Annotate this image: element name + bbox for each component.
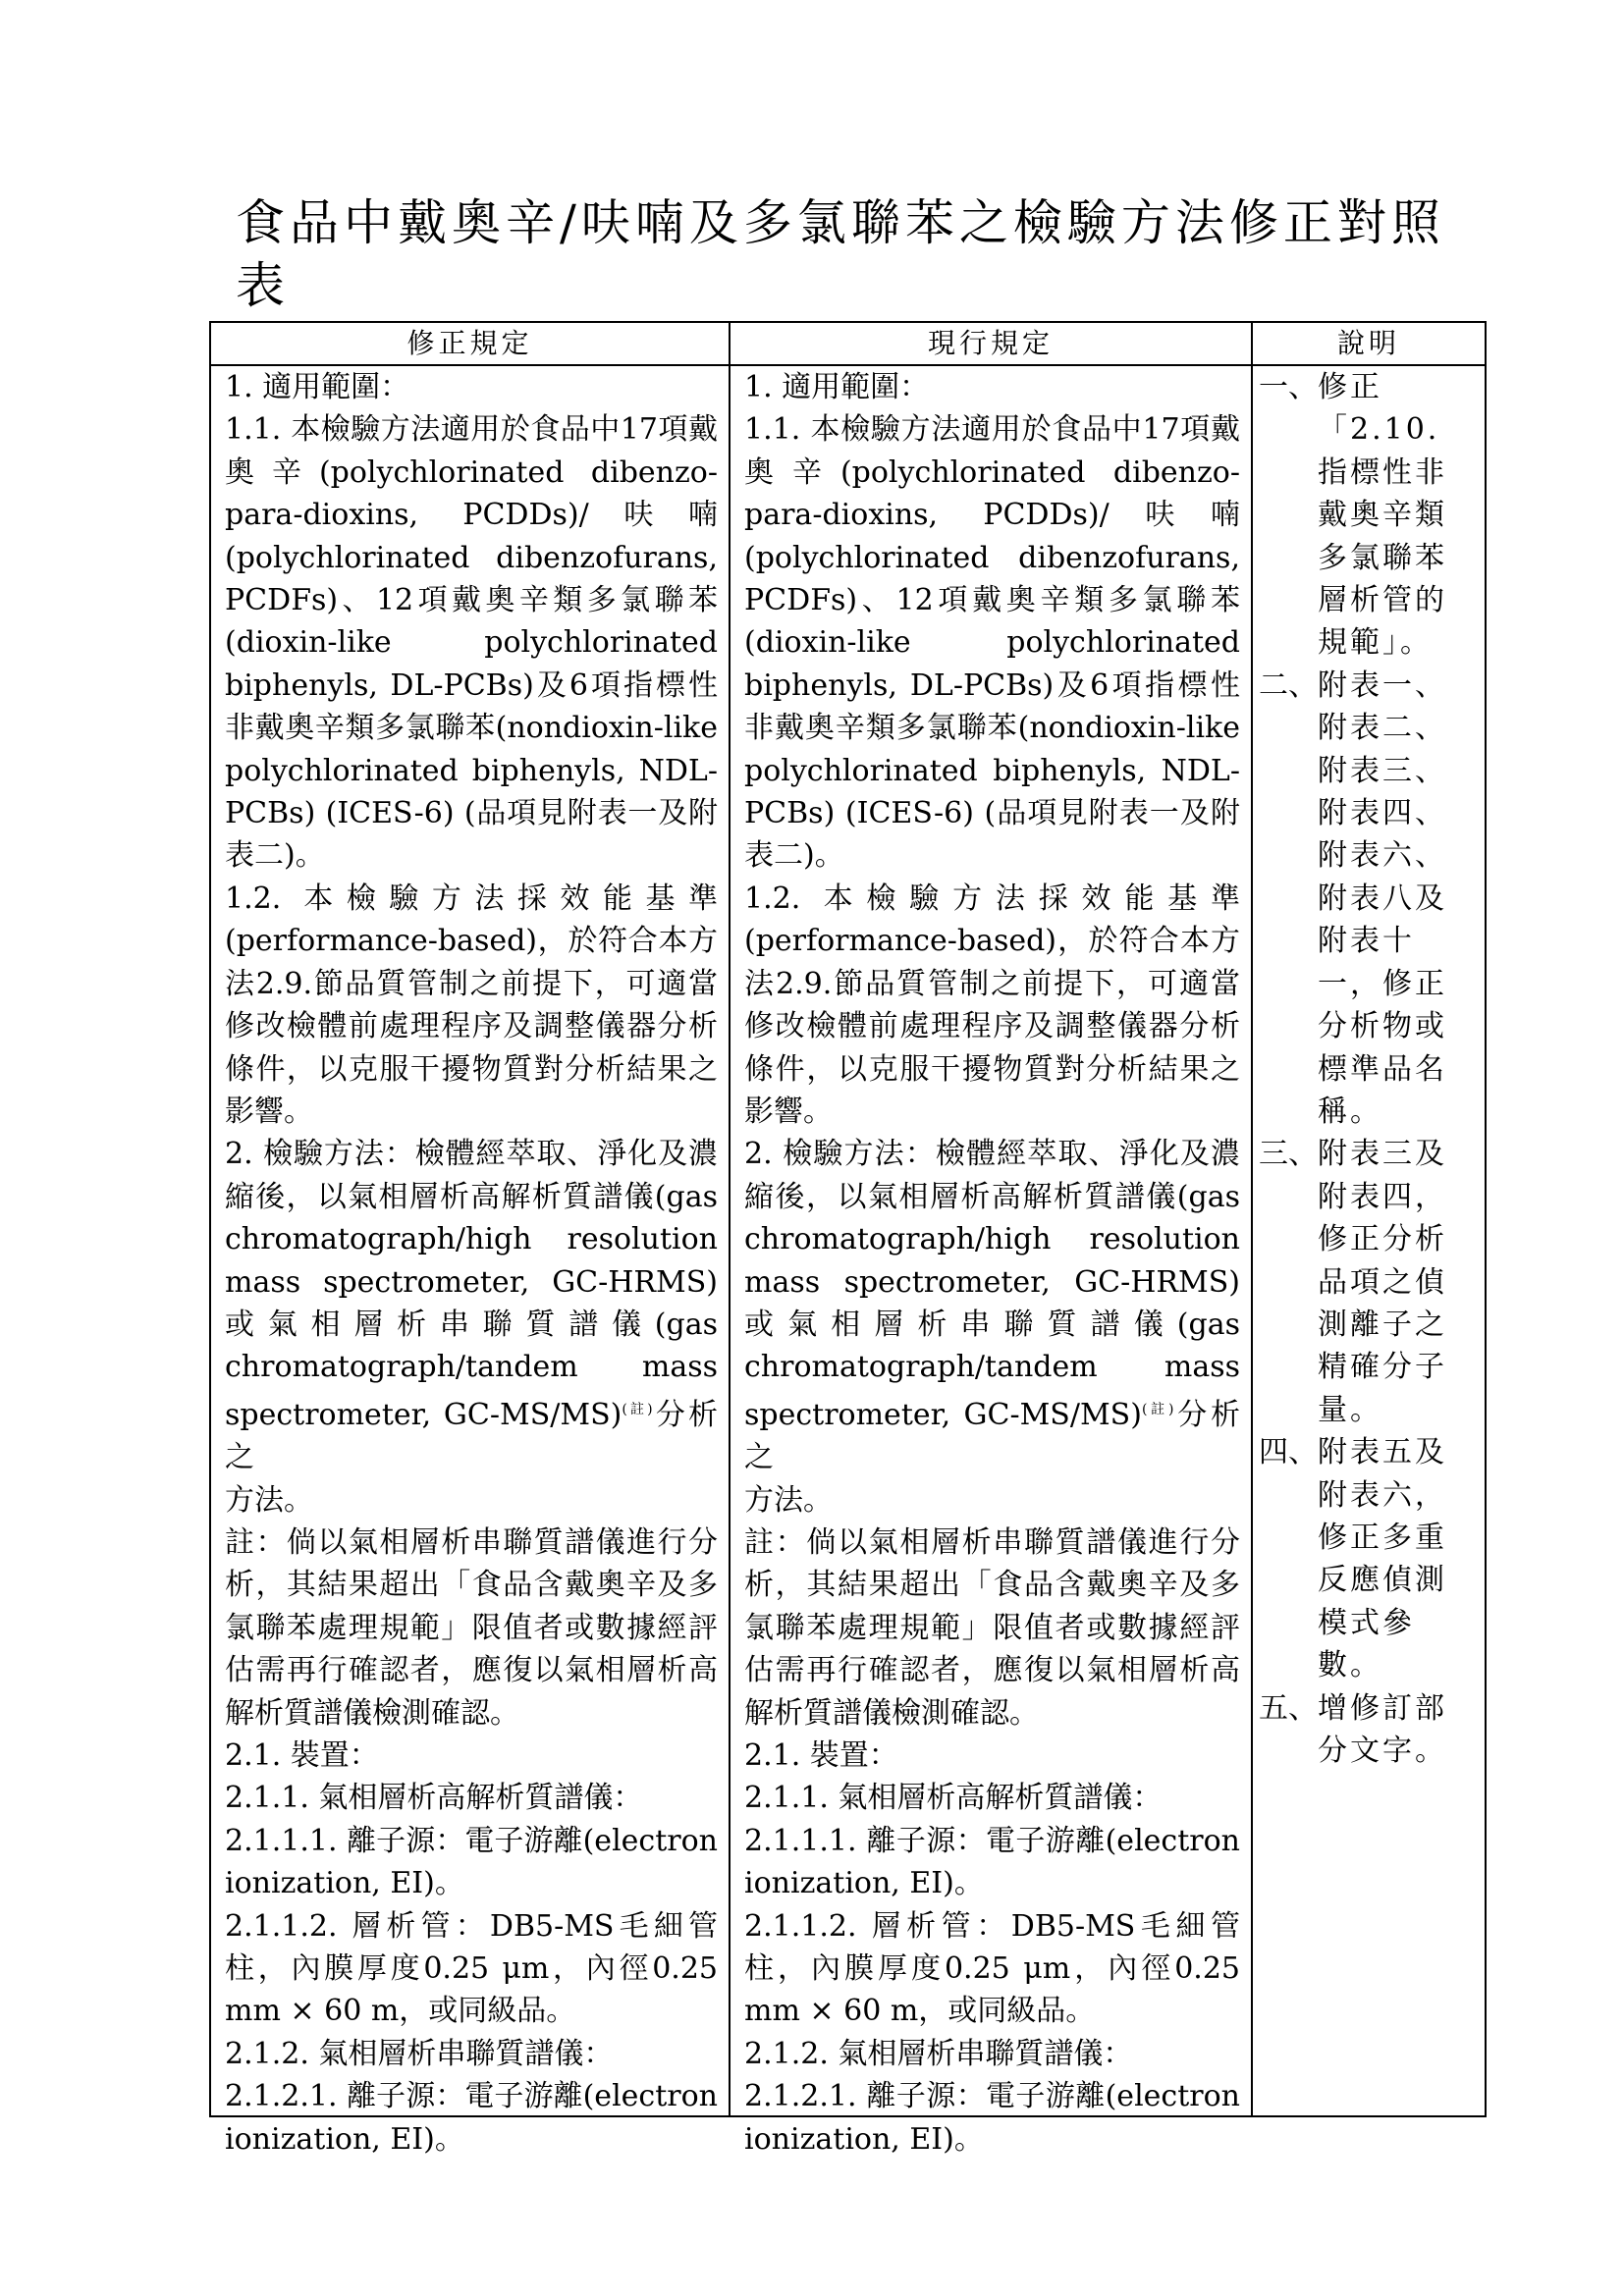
current-paragraph: 1.2. 本檢驗方法採效能基準(performance-based)，於符合本方法2.9.節品質管制之前提下，可適當修改檢體前處理程序及調整儀器分析條件，以克服干擾物質對分析結果之影響。 [744, 881, 1240, 1129]
revised-paragraph: 2.1.1.1. 離子源：電子游離(electron ionization, EI)。 [225, 1823, 718, 1901]
explanation-number: 四、 [1259, 1435, 1318, 1470]
explanation-column [1253, 323, 1485, 2115]
comparison-table [209, 321, 1487, 2157]
note-suffix: 分析之 [744, 1397, 1240, 1475]
revised-paragraph: 2.1.1. 氣相層析高解析質譜儀： [225, 1781, 643, 1816]
current-column [731, 323, 1253, 2157]
revised-paragraph: 1.1. 本檢驗方法適用於食品中17項戴奧辛(polychlorinated dibenzo-para-dioxins, PCDDs)/呋喃(polychlorinated dibenzofurans, PCDFs)、12項戴奧辛類多氯聯苯(dioxin-like polychlorinated biphenyls, DL-PCBs)及6項指標性非戴奧辛類多氯聯苯(nondioxin-like polychlorinated biphenyls, NDL-PCBs) (ICES-6) (品項見附表一及附表二)。 [225, 412, 718, 874]
explanation-item [1259, 1687, 1479, 1773]
revised-paragraph: 2.1. 裝置： [225, 1738, 379, 1773]
current-paragraph [744, 1133, 1240, 1478]
explanation-text: 附表三及附表四，修正分析品項之偵測離子之精確分子量。 [1318, 1137, 1447, 1427]
revised-header: 修正規定 [211, 323, 729, 366]
revised-paragraph: 2.1.2. 氣相層析串聯質譜儀： [225, 2036, 614, 2071]
current-paragraph: 2.1.2.1. 離子源：電子游離(electron ionization, EI)。 [744, 2079, 1240, 2157]
current-paragraph: 1.1. 本檢驗方法適用於食品中17項戴奧辛(polychlorinated dibenzo-para-dioxins, PCDDs)/呋喃(polychlorinated dibenzofurans, PCDFs)、12項戴奧辛類多氯聯苯(dioxin-like polychlorinated biphenyls, DL-PCBs)及6項指標性非戴奧辛類多氯聯苯(nondioxin-like polychlorinated biphenyls, NDL-PCBs) (ICES-6) (品項見附表一及附表二)。 [744, 412, 1240, 874]
explanation-item [1259, 1133, 1479, 1431]
explanation-number: 五、 [1259, 1690, 1318, 1726]
explanation-item [1259, 665, 1479, 1133]
revised-body [211, 366, 729, 2161]
document-title: 食品中戴奧辛/呋喃及多氯聯苯之檢驗方法修正對照表 [236, 194, 1445, 314]
explanation-item [1259, 366, 1479, 665]
current-paragraph: 1. 適用範圍： [744, 370, 930, 404]
current-body [731, 366, 1251, 2161]
explanation-text: 附表五及附表六，修正多重反應偵測模式參數。 [1318, 1435, 1447, 1683]
revised-paragraph: 2.1.1.2. 層析管：DB5-MS毛細管柱，內膜厚度0.25 μm，內徑0.25 mm × 60 m，或同級品。 [225, 1908, 718, 2029]
explanation-text: 修正「2.10. 指標性非戴奧辛類多氯聯苯層析管的規範」。 [1318, 370, 1447, 661]
revised-paragraph [225, 1133, 718, 1478]
explanation-list [1253, 366, 1485, 1772]
current-paragraph: 方法。 [744, 1482, 833, 1518]
revised-method-text: 2. 檢驗方法：檢體經萃取、淨化及濃縮後，以氣相層析高解析質譜儀(gas chromatograph/high resolution mass spectrometer, GC-HRMS)或氣相層析串聯質譜儀(gas chromatograph/tandem mass spectrometer, GC-MS/MS) [225, 1137, 718, 1432]
current-header: 現行規定 [731, 323, 1251, 366]
current-method-text: 2. 檢驗方法：檢體經萃取、淨化及濃縮後，以氣相層析高解析質譜儀(gas chromatograph/high resolution mass spectrometer, GC-HRMS)或氣相層析串聯質譜儀(gas chromatograph/tandem mass spectrometer, GC-MS/MS) [744, 1137, 1240, 1432]
current-paragraph: 註：倘以氣相層析串聯質譜儀進行分析，其結果超出「食品含戴奧辛及多氯聯苯處理規範」限值者或數據經評估需再行確認者，應復以氣相層析高解析質譜儀檢測確認。 [744, 1524, 1240, 1731]
revised-paragraph: 1. 適用範圍： [225, 370, 410, 404]
explanation-text: 附表一、附表二、附表三、附表四、附表六、附表八及附表十一，修正分析物或標準品名稱。 [1318, 667, 1447, 1129]
current-paragraph: 2.1.1. 氣相層析高解析質譜儀： [744, 1781, 1163, 1816]
current-paragraph: 2.1. 裝置： [744, 1738, 898, 1773]
revised-column [211, 323, 731, 2157]
revised-paragraph: 方法。 [225, 1482, 313, 1518]
current-paragraph: 2.1.2. 氣相層析串聯質譜儀： [744, 2036, 1133, 2071]
revised-paragraph: 1.2. 本檢驗方法採效能基準(performance-based)，於符合本方法2.9.節品質管制之前提下，可適當修改檢體前處理程序及調整儀器分析條件，以克服干擾物質對分析結果之影響。 [225, 881, 718, 1129]
explanation-item [1259, 1431, 1479, 1686]
explanation-number: 二、 [1259, 667, 1318, 703]
explanation-number: 三、 [1259, 1137, 1318, 1172]
explanation-text: 增修訂部分文字。 [1318, 1690, 1447, 1768]
note-marker: (註) [622, 1401, 653, 1417]
note-suffix: 分析之 [225, 1397, 719, 1475]
revised-paragraph: 註：倘以氣相層析串聯質譜儀進行分析，其結果超出「食品含戴奧辛及多氯聯苯處理規範」限值者或數據經評估需再行確認者，應復以氣相層析高解析質譜儀檢測確認。 [225, 1524, 718, 1731]
current-paragraph: 2.1.1.2. 層析管：DB5-MS毛細管柱，內膜厚度0.25 μm，內徑0.25 mm × 60 m，或同級品。 [744, 1908, 1240, 2029]
revised-paragraph: 2.1.2.1. 離子源：電子游離(electron ionization, EI)。 [225, 2079, 718, 2157]
explanation-header: 說明 [1253, 323, 1485, 366]
note-marker: (註) [1141, 1401, 1174, 1417]
current-paragraph: 2.1.1.1. 離子源：電子游離(electron ionization, EI)。 [744, 1823, 1240, 1901]
explanation-number: 一、 [1259, 370, 1318, 404]
